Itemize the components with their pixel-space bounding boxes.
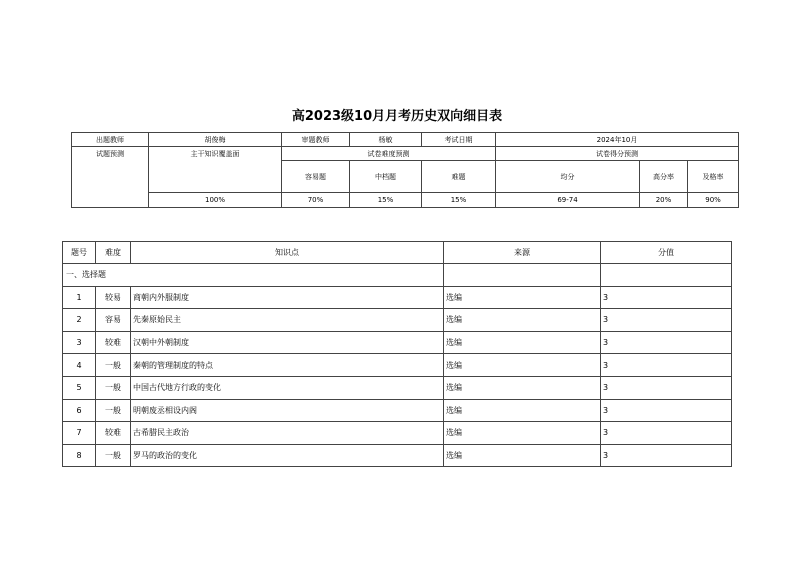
teacher-label: 出题教师 xyxy=(72,133,149,147)
question-number: 7 xyxy=(63,422,96,445)
header-cell: 难度 xyxy=(96,242,131,264)
header-cell: 知识点 xyxy=(131,242,444,264)
score: 3 xyxy=(601,422,732,445)
question-number: 3 xyxy=(63,331,96,354)
header-cell: 来源 xyxy=(444,242,601,264)
difficulty-level: 一般 xyxy=(96,354,131,377)
difficulty-level: 一般 xyxy=(96,376,131,399)
page-title: 高2023级10月月考历史双向细目表 xyxy=(291,109,503,124)
knowledge-point: 商朝内外服制度 xyxy=(131,286,444,309)
knowledge-point: 秦朝的管理制度的特点 xyxy=(131,354,444,377)
score: 3 xyxy=(601,399,732,422)
score: 3 xyxy=(601,286,732,309)
date-label: 考试日期 xyxy=(422,133,496,147)
question-number: 4 xyxy=(63,354,96,377)
table-row xyxy=(63,376,732,399)
exam-date: 2024年10月 xyxy=(496,133,739,147)
difficulty-level: 较易 xyxy=(96,286,131,309)
table-row xyxy=(63,331,732,354)
coverage-value: 100% xyxy=(149,193,282,208)
easy-label: 容易题 xyxy=(282,161,350,193)
info-table xyxy=(71,132,739,208)
question-table xyxy=(62,241,732,467)
score-forecast-label: 试卷得分预测 xyxy=(496,147,739,161)
table-row xyxy=(63,444,732,467)
knowledge-point: 中国古代地方行政的变化 xyxy=(131,376,444,399)
section-empty-cell xyxy=(601,264,732,287)
score: 3 xyxy=(601,354,732,377)
question-number: 8 xyxy=(63,444,96,467)
source: 选编 xyxy=(444,376,601,399)
question-number: 6 xyxy=(63,399,96,422)
high-label: 高分率 xyxy=(640,161,688,193)
section-empty-cell xyxy=(444,264,601,287)
forecast-label: 试题预测 xyxy=(72,147,149,208)
question-number: 1 xyxy=(63,286,96,309)
avg-label: 均分 xyxy=(496,161,640,193)
knowledge-point: 汉朝中外朝制度 xyxy=(131,331,444,354)
source: 选编 xyxy=(444,444,601,467)
score: 3 xyxy=(601,309,732,332)
reviewer-name: 杨敏 xyxy=(350,133,422,147)
avg-value: 69-74 xyxy=(496,193,640,208)
knowledge-point: 罗马的政治的变化 xyxy=(131,444,444,467)
header-cell: 分值 xyxy=(601,242,732,264)
table-header-row xyxy=(63,242,732,264)
difficulty-label: 试卷难度预测 xyxy=(282,147,496,161)
table-row xyxy=(63,422,732,445)
source: 选编 xyxy=(444,309,601,332)
coverage-label: 主干知识覆盖面 xyxy=(149,147,282,193)
high-value: 20% xyxy=(640,193,688,208)
source: 选编 xyxy=(444,331,601,354)
difficulty-level: 较难 xyxy=(96,331,131,354)
source: 选编 xyxy=(444,399,601,422)
difficulty-level: 较难 xyxy=(96,422,131,445)
difficulty-level: 一般 xyxy=(96,444,131,467)
table-row xyxy=(63,309,732,332)
difficulty-level: 一般 xyxy=(96,399,131,422)
medium-label: 中档题 xyxy=(350,161,422,193)
source: 选编 xyxy=(444,286,601,309)
knowledge-point: 明朝废丞相设内阁 xyxy=(131,399,444,422)
table-row xyxy=(63,399,732,422)
score: 3 xyxy=(601,331,732,354)
medium-value: 15% xyxy=(350,193,422,208)
hard-label: 难题 xyxy=(422,161,496,193)
hard-value: 15% xyxy=(422,193,496,208)
pass-label: 及格率 xyxy=(688,161,739,193)
section-title: 一、选择题 xyxy=(63,264,444,287)
question-number: 5 xyxy=(63,376,96,399)
score: 3 xyxy=(601,444,732,467)
reviewer-label: 审题教师 xyxy=(282,133,350,147)
question-number: 2 xyxy=(63,309,96,332)
knowledge-point: 古希腊民主政治 xyxy=(131,422,444,445)
difficulty-level: 容易 xyxy=(96,309,131,332)
table-row xyxy=(63,286,732,309)
section-row xyxy=(63,264,732,287)
header-cell: 题号 xyxy=(63,242,96,264)
teacher-name: 胡俊梅 xyxy=(149,133,282,147)
score: 3 xyxy=(601,376,732,399)
easy-value: 70% xyxy=(282,193,350,208)
knowledge-point: 先秦原始民主 xyxy=(131,309,444,332)
pass-value: 90% xyxy=(688,193,739,208)
source: 选编 xyxy=(444,354,601,377)
table-row xyxy=(63,354,732,377)
source: 选编 xyxy=(444,422,601,445)
